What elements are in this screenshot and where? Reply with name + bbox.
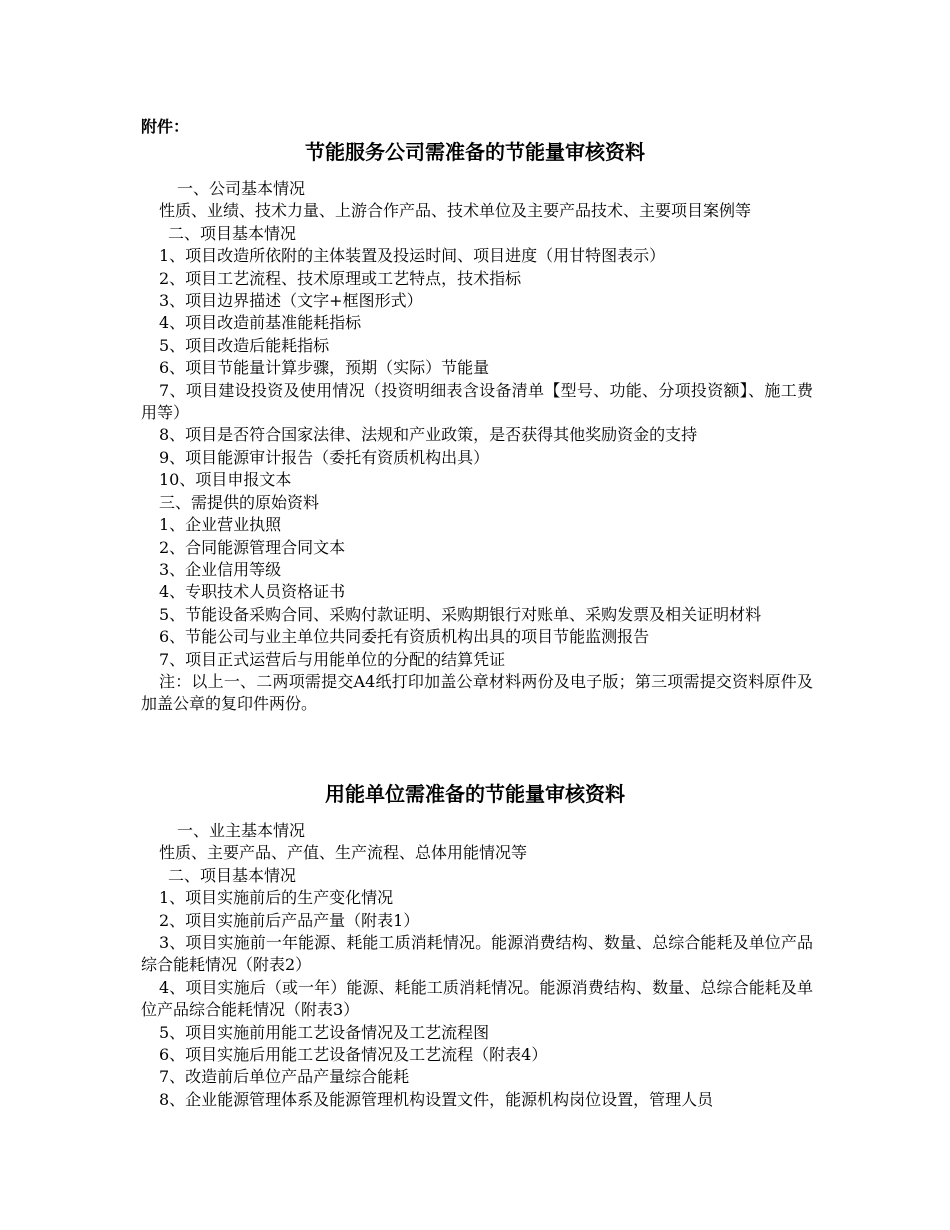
section-heading: 二、项目基本情况 xyxy=(168,223,297,243)
paragraph: 5、节能设备采购合同、采购付款证明、采购期银行对账单、采购发票及相关证明材料 xyxy=(159,604,762,624)
paragraph: 4、项目实施后（或一年）能源、耗能工质消耗情况。能源消费结构、数量、总综合能耗及单位产品综合能耗情况（附表3） xyxy=(141,977,813,1020)
paragraph: 7、项目正式运营后与用能单位的分配的结算凭证 xyxy=(159,649,506,669)
paragraph: 1、项目实施前后的生产变化情况 xyxy=(159,888,394,908)
paragraph: 6、项目实施后用能工艺设备情况及工艺流程（附表4） xyxy=(159,1045,548,1065)
paragraph: 8、企业能源管理体系及能源管理机构设置文件，能源机构岗位设置，管理人员 xyxy=(159,1089,714,1109)
paragraph: 5、项目实施前用能工艺设备情况及工艺流程图 xyxy=(159,1022,490,1042)
paragraph: 1、项目改造所依附的主体装置及投运时间、项目进度（用甘特图表示） xyxy=(159,246,666,266)
section-heading: 二、项目基本情况 xyxy=(168,865,297,885)
paragraph: 2、项目实施前后产品产量（附表1） xyxy=(159,910,420,930)
annex-label: 附件： xyxy=(141,117,190,136)
paragraph: 4、专职技术人员资格证书 xyxy=(159,582,346,602)
paragraph: 3、项目边界描述（文字+框图形式） xyxy=(159,291,423,311)
section2-body xyxy=(141,820,813,1111)
paragraph: 性质、业绩、技术力量、上游合作产品、技术单位及主要产品技术、主要项目案例等 xyxy=(159,201,752,221)
paragraph: 5、项目改造后能耗指标 xyxy=(159,335,330,355)
paragraph: 7、项目建设投资及使用情况（投资明细表含设备清单【型号、功能、分项投资额】、施工费用等） xyxy=(141,380,813,423)
section1-body xyxy=(141,178,813,716)
paragraph: 6、节能公司与业主单位共同委托有资质机构出具的项目节能监测报告 xyxy=(159,627,650,647)
paragraph: 4、项目改造前基准能耗指标 xyxy=(159,313,362,333)
paragraph: 2、项目工艺流程、技术原理或工艺特点，技术指标 xyxy=(159,268,522,288)
paragraph: 9、项目能源审计报告（委托有资质机构出具） xyxy=(159,447,490,467)
paragraph: 10、项目申报文本 xyxy=(159,470,292,490)
paragraph: 7、改造前后单位产品产量综合能耗 xyxy=(159,1067,410,1087)
paragraph: 三、需提供的原始资料 xyxy=(159,492,320,512)
section-heading: 一、公司基本情况 xyxy=(177,179,306,198)
section1-title: 节能服务公司需准备的节能量审核资料 xyxy=(305,140,645,164)
paragraph: 注：以上一、二两项需提交A4纸打印加盖公章材料两份及电子版；第三项需提交资料原件及加盖公章的复印件两份。 xyxy=(141,671,813,714)
paragraph: 8、项目是否符合国家法律、法规和产业政策，是否获得其他奖励资金的支持 xyxy=(159,425,698,445)
paragraph: 2、合同能源管理合同文本 xyxy=(159,537,346,557)
paragraph: 6、项目节能量计算步骤，预期（实际）节能量 xyxy=(159,358,490,378)
paragraph: 3、企业信用等级 xyxy=(159,559,282,579)
section-heading: 一、业主基本情况 xyxy=(177,821,306,840)
paragraph: 性质、主要产品、产值、生产流程、总体用能情况等 xyxy=(159,843,528,863)
paragraph: 3、项目实施前一年能源、耗能工质消耗情况。能源消费结构、数量、总综合能耗及单位产品综合能耗情况（附表2） xyxy=(141,933,813,975)
paragraph: 1、企业营业执照 xyxy=(159,515,282,535)
section2-title: 用能单位需准备的节能量审核资料 xyxy=(325,782,625,806)
